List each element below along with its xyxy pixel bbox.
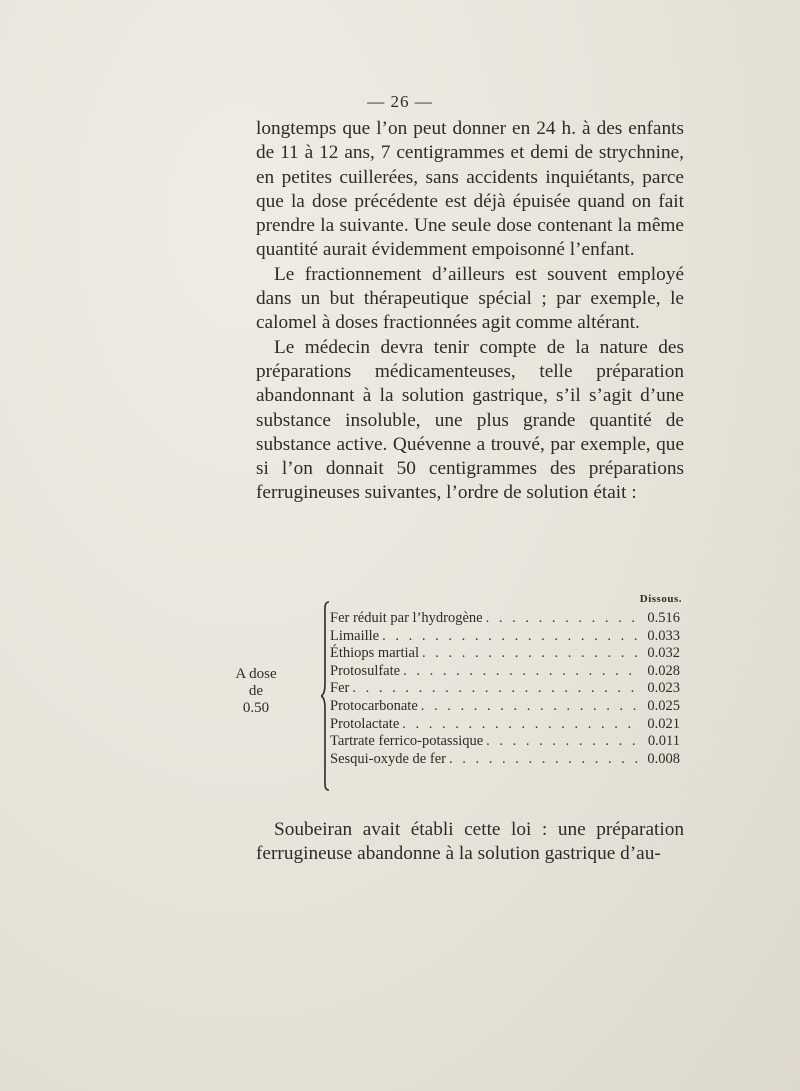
row-value: 0.028 (647, 662, 680, 679)
main-text (256, 117, 684, 506)
dose-label (226, 666, 286, 717)
row-value: 0.025 (647, 697, 680, 714)
table-row (330, 663, 680, 681)
row-value: 0.023 (647, 680, 680, 697)
table-row (330, 698, 680, 716)
table-rows (330, 610, 680, 768)
row-value: 0.032 (647, 645, 680, 662)
paragraph-soubeiran: Soubeiran avait établi cette loi : une préparation ferrugineuse abandonne à la solution gastrique d’au- (256, 819, 684, 865)
leader-dots (422, 645, 640, 663)
table-row (330, 751, 680, 769)
leader-dots (382, 628, 640, 646)
row-name: Fer réduit par l’hydrogène (330, 610, 483, 626)
paragraph-fractionnement: Le fractionnement d’ailleurs est souvent employé dans un but thérapeutique spécial ; par exemple, le calomel à doses fractionnées agit comme altérant. (256, 263, 684, 334)
table-header-dissous: Dissous. (639, 593, 682, 605)
table-row (330, 610, 680, 628)
leader-dots (403, 663, 640, 681)
row-name: Tartrate ferrico-potassique (330, 733, 484, 750)
paragraph-preparations: Le médecin devra tenir compte de la nature des préparations médicamenteuses, telle préparation abandonnant à la solution gastrique, s’il s’agit d’une substance insoluble, une plus grande quantité de substance active. Quévenne a trouvé, par exemple, que si l’on donnait 50 centigrammes des préparations ferrugineuses suivantes, l’ordre de solution était : (256, 336, 684, 504)
table-row (330, 645, 680, 663)
row-name: Protolactate (330, 715, 400, 732)
table-row (330, 628, 680, 646)
table-row (330, 733, 680, 751)
row-name: Fer (330, 680, 350, 697)
dose-label-line: 0.50 (242, 700, 270, 716)
row-name: Protocarbonate (330, 697, 418, 714)
solubility-table (226, 593, 686, 793)
row-value: 0.033 (647, 627, 680, 644)
row-value: 0.008 (647, 750, 680, 767)
row-name: Protosulfate (330, 662, 401, 679)
bottom-text (256, 818, 684, 867)
row-name: Éthiops martial (330, 645, 419, 662)
page-number: — 26 — (367, 92, 433, 111)
row-value: 0.011 (647, 733, 680, 750)
leader-dots (486, 733, 640, 751)
dose-label-line: A dose (235, 666, 277, 682)
leader-dots (352, 680, 640, 698)
table-row (330, 680, 680, 698)
leader-dots (402, 716, 640, 734)
row-value: 0.516 (647, 610, 680, 626)
row-value: 0.021 (647, 715, 680, 732)
row-name: Sesqui-oxyde de fer (330, 750, 446, 767)
row-name: Limaille (330, 627, 380, 644)
table-row (330, 716, 680, 734)
leader-dots (486, 610, 640, 628)
leader-dots (421, 698, 640, 716)
leader-dots (449, 751, 640, 769)
paragraph-continuation: longtemps que l’on peut donner en 24 h. à des enfants de 11 à 12 ans, 7 centigrammes et demi de strychnine, en petites cuillerées, sans accidents inquiétants, parce que la dose précédente est déjà épuisée quand on fait prendre la suivante. Une seule dose contenant la même quantité aurait évidemment empoisonné l’enfant. (256, 118, 684, 261)
dose-label-line: de (248, 683, 264, 699)
